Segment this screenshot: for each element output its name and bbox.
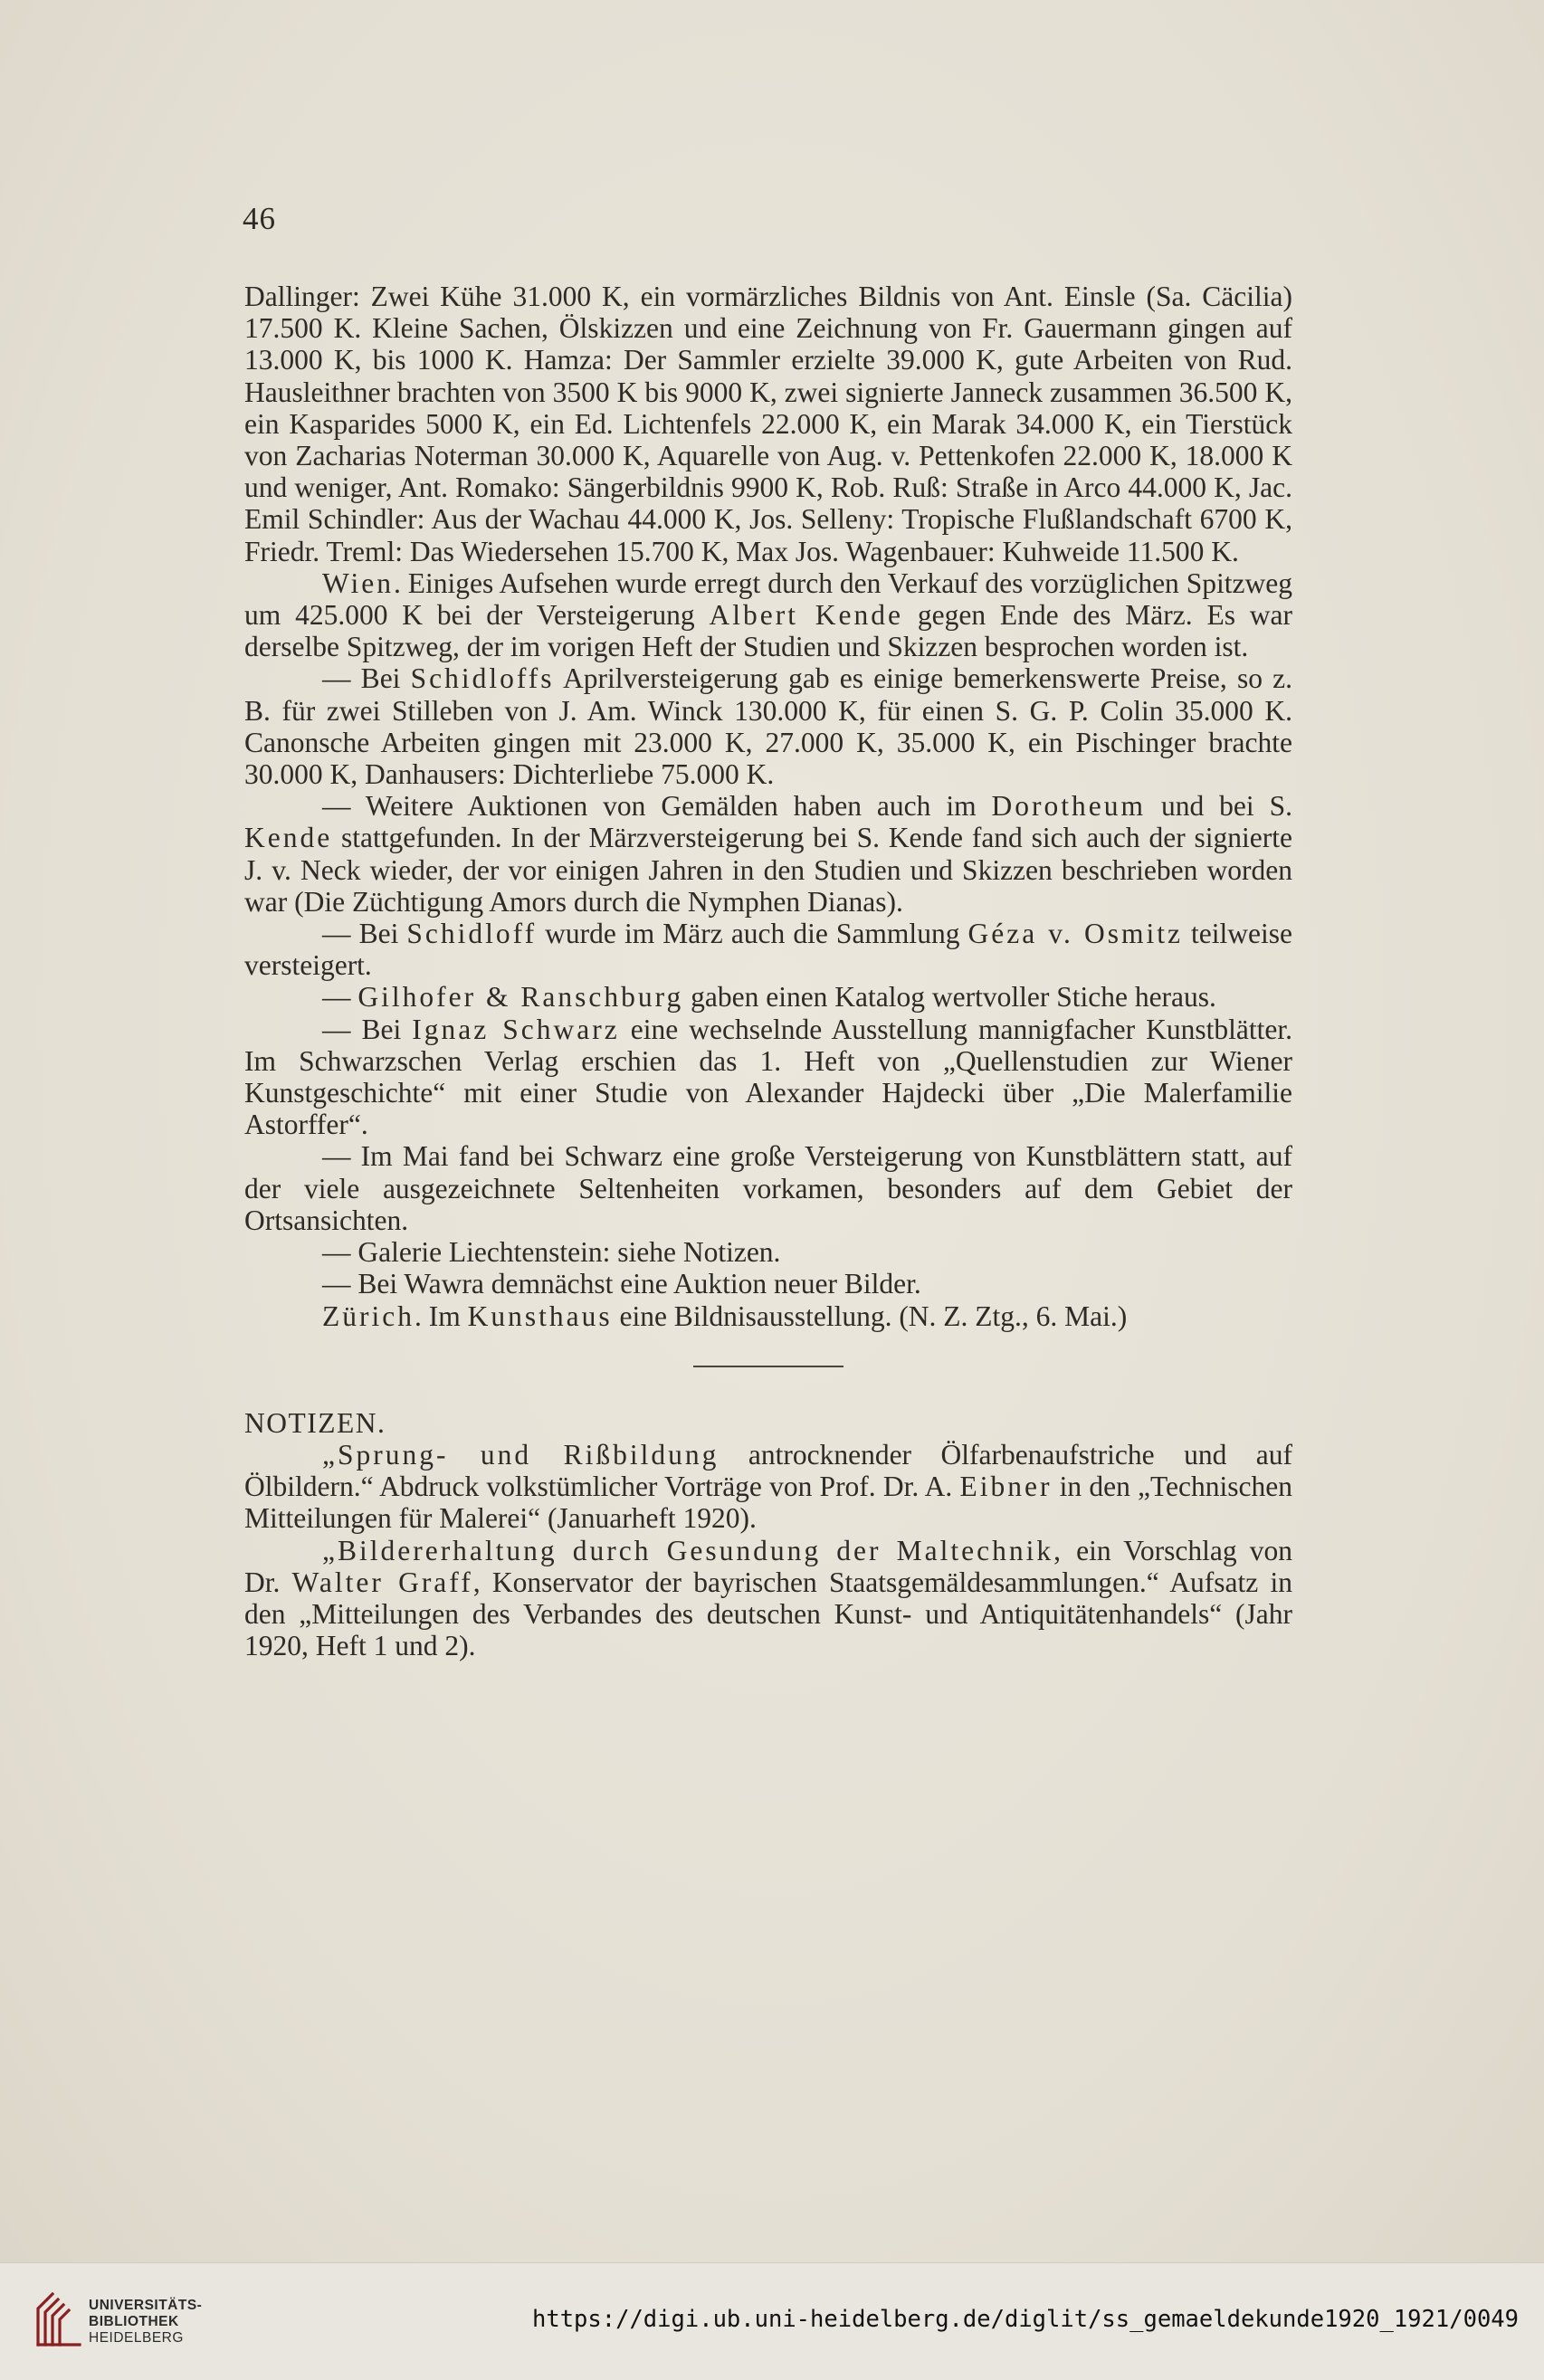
spaced-name: Kende [244, 822, 333, 854]
spaced-name: Zürich [322, 1299, 415, 1332]
spaced-name: Walter Graff [291, 1566, 473, 1598]
library-name-line: BIBLIOTHEK [89, 2314, 179, 2329]
text-run: — Bei Wawra demnächst eine Auktion neuer Bilder. [322, 1268, 921, 1300]
text-run: — [322, 981, 358, 1014]
notes-heading: NOTIZEN. [244, 1406, 386, 1439]
spaced-name: Dorotheum [991, 790, 1147, 823]
spaced-name: Géza v. Osmitz [967, 918, 1183, 950]
spaced-name: Schidloff [406, 918, 538, 950]
paragraph [244, 1300, 1292, 1332]
text-run: gaben einen Katalog wertvoller Stiche heraus. [683, 981, 1216, 1014]
paragraph [244, 567, 1292, 663]
library-footer [0, 2262, 1544, 2380]
paragraph [244, 1014, 1292, 1141]
text-run: Dallinger: Zwei Kühe 31.000 K, ein vormärzliches Bildnis von Ant. Einsle (Sa. Cäcilia) 17.500 K. Kleine Sachen, Ölskizzen und eine Zeichnung von Fr. Gauermann gingen auf 13.000 K, bis 1000 K. Hamza: Der Sammler erzielte 39.000 K, gute Arbeiten von Rud. Hausleithner brachten von 3500 K bis 9000 K, zwei signierte Janneck zusammen 36.500 K, ein Kasparides 5000 K, ein Ed. Lichtenfels 22.000 K, ein Marak 34.000 K, ein Tierstück von Zacharias Noterman 30.000 K, Aquarelle von Aug. v. Pettenkofen 22.000 K, 18.000 K und weniger, Ant. Romako: Sängerbildnis 9900 K, Rob. Ruß: Straße in Arco 44.000 K, Jac. Emil Schindler: Aus der Wachau 44.000 K, Jos. Selleny: Tropische Flußlandschaft 6700 K, Friedr. Treml: Das Wiedersehen 15.700 K, Max Jos. Wagenbauer: Kuhweide 11.500 K. [244, 281, 1292, 567]
text-run: . Einiges Aufsehen wurde erregt durch den Verkauf des vorzüglichen Spitzweg um 425.000 K bei der Versteigerung [244, 566, 1292, 632]
text-run: — Weitere Auktionen von Gemälden haben auch im [322, 790, 992, 823]
paragraph [244, 918, 1292, 981]
paragraph [244, 662, 1292, 790]
section-divider [693, 1366, 843, 1367]
text-run: antrocknender Ölfarbenaufstriche und auf Ölbildern.“ Abdruck volkstümlicher Vorträge von Prof. Dr. A. [244, 1438, 1292, 1503]
text-run: und bei S. [1146, 790, 1292, 823]
text-run: Aprilversteigerung gab es einige bemerkenswerte Preise, so z. B. für zwei Stilleben von J. Am. Winck 130.000 K, für einen S. G. P. Colin 35.000 K. Canonsche Arbeiten gingen mit 23.000 K, 27.000 K, 35.000 K, ein Pischinger brachte 30.000 K, Danhausers: Dichterliebe 75.000 K. [244, 662, 1292, 791]
paragraph [244, 1236, 1292, 1268]
library-name [89, 2298, 202, 2347]
text-run: ein Vorschlag von Dr. [244, 1534, 1292, 1598]
text-run: stattgefunden. In der Märzversteigerung bei S. Kende fand sich auch der signierte J. v. Neck wieder, der vor einigen Jahren in den Studien und Skizzen beschrieben worden war (Die Züchtigung Amors durch die Nymphen Dianas). [244, 822, 1292, 918]
text-run: — Bei [322, 1013, 413, 1045]
text-run: teilweise versteigert. [244, 918, 1293, 982]
spaced-name: Albert Kende [709, 599, 904, 632]
paragraph [244, 981, 1292, 1013]
paragraph [244, 1140, 1292, 1236]
text-run: gegen Ende des März. Es war derselbe Spitzweg, der im vorigen Heft der Studien und Skizzen besprochen worden ist. [244, 599, 1293, 663]
library-name-line: HEIDELBERG [89, 2330, 184, 2346]
text-run: — Bei [322, 662, 411, 695]
spaced-name: Schidloffs [410, 662, 555, 695]
text-run: . Im [414, 1299, 468, 1332]
text-run: eine Bildnisausstellung. (N. Z. Ztg., 6. Mai.) [612, 1299, 1128, 1332]
text-run: , Konservator der bayrischen Staatsgemäldesammlungen.“ Aufsatz in den „Mitteilungen des Verbandes des deutschen Kunst- und Antiquitätenhandels“ (Jahr 1920, Heft 1 und 2). [244, 1566, 1292, 1662]
paragraph [244, 281, 1292, 567]
text-run: — Bei [322, 918, 407, 950]
spaced-name: Wien [322, 566, 394, 599]
spaced-name: „Sprung- und Rißbildung [322, 1438, 720, 1471]
auction-reports [244, 281, 1292, 1332]
spaced-name: „Bildererhaltung durch Gesundung der Maltechnik, [322, 1534, 1063, 1566]
permalink-url[interactable]: https://digi.ub.uni-heidelberg.de/diglit/ss_gemaeldekunde1920_1921/0049 [531, 2306, 1519, 2333]
spaced-name: Ignaz Schwarz [412, 1013, 620, 1045]
paragraph [244, 1439, 1292, 1535]
paragraph [244, 1535, 1292, 1662]
spaced-name: Kunsthaus [467, 1299, 613, 1332]
page-number: 46 [243, 201, 276, 236]
spaced-name: Gilhofer & Ranschburg [357, 981, 684, 1014]
article-body [244, 281, 1292, 1661]
text-run: in den „Technischen Mitteilungen für Malerei“ (Januarheft 1920). [244, 1471, 1292, 1535]
paragraph [244, 1268, 1292, 1299]
library-logo-icon [25, 2281, 98, 2354]
library-name-line: UNIVERSITÄTS- [89, 2298, 203, 2313]
text-run: eine wechselnde Ausstellung mannigfacher Kunstblätter. Im Schwarzschen Verlag erschien das 1. Heft von „Quellenstudien zur Wiener Kunstgeschichte“ mit einer Studie von Alexander Hajdecki über „Die Malerfamilie Astorffer“. [244, 1013, 1293, 1141]
text-run: wurde im März auch die Sammlung [537, 918, 968, 950]
notes-section [244, 1439, 1292, 1661]
paragraph [244, 790, 1292, 918]
spaced-name: Eibner [959, 1471, 1053, 1503]
text-run: — Im Mai fand bei Schwarz eine große Versteigerung von Kunstblättern statt, auf der viele ausgezeichnete Seltenheiten vorkamen, besonders auf dem Gebiet der Ortsansichten. [244, 1140, 1292, 1236]
text-run: — Galerie Liechtenstein: siehe Notizen. [322, 1236, 781, 1269]
